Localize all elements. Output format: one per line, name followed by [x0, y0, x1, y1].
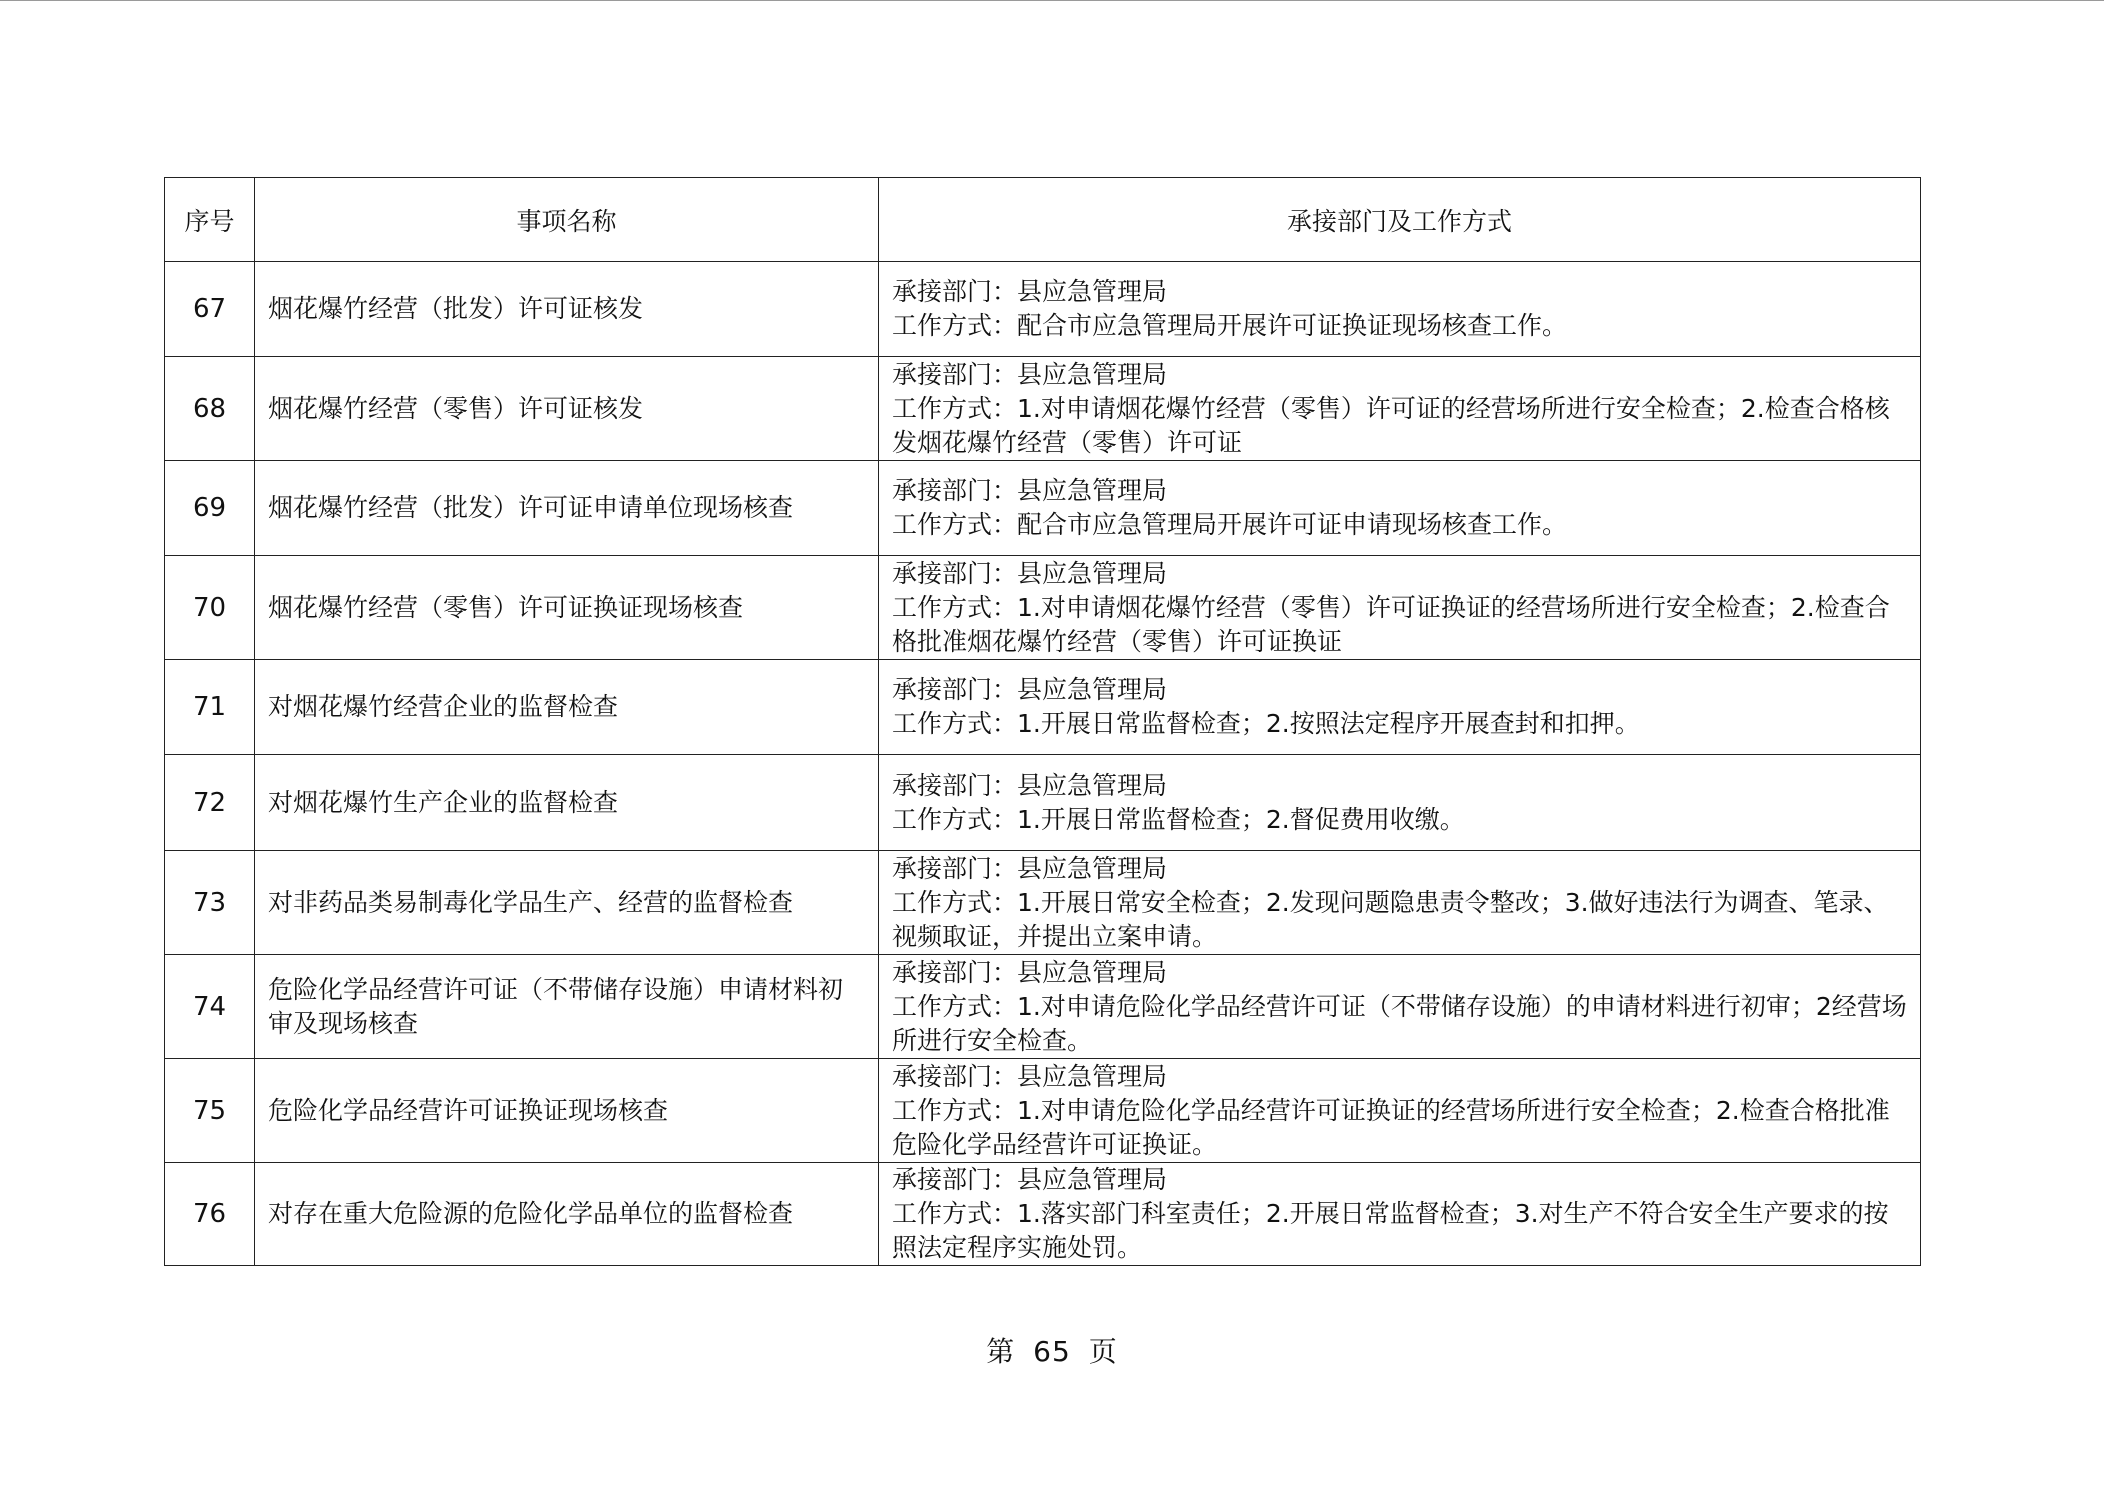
work-method-text: 工作方式：1.开展日常安全检查；2.发现问题隐患责令整改；3.做好违法行为调查、笔录、视频取证，并提出立案申请。 [892, 887, 1889, 951]
page-number: 65 [1033, 1335, 1071, 1368]
department-method-cell [879, 1163, 1921, 1266]
department-text: 承接部门：县应急管理局 [892, 1061, 1168, 1091]
table-row [165, 262, 1921, 357]
table-row [165, 556, 1921, 660]
department-text: 承接部门：县应急管理局 [892, 558, 1168, 588]
item-name: 对烟花爆竹经营企业的监督检查 [255, 660, 879, 755]
top-border-line [0, 0, 2104, 1]
table-row [165, 955, 1921, 1059]
table-row [165, 1163, 1921, 1266]
table-row [165, 755, 1921, 851]
table-header-row [165, 178, 1921, 262]
row-number: 71 [165, 660, 255, 755]
work-method-text: 工作方式：配合市应急管理局开展许可证换证现场核查工作。 [892, 311, 1568, 340]
table-row [165, 357, 1921, 461]
header-department-method: 承接部门及工作方式 [879, 178, 1921, 262]
department-method-cell [879, 556, 1921, 660]
department-text: 承接部门：县应急管理局 [892, 476, 1168, 505]
row-number: 69 [165, 461, 255, 556]
work-method-text: 工作方式：1.对申请烟花爆竹经营（零售）许可证的经营场所进行安全检查；2.检查合格核发烟花爆竹经营（零售）许可证 [892, 393, 1890, 457]
item-name: 烟花爆竹经营（批发）许可证申请单位现场核查 [255, 461, 879, 556]
work-method-text: 工作方式：1.对申请烟花爆竹经营（零售）许可证换证的经营场所进行安全检查；2.检查合格批准烟花爆竹经营（零售）许可证换证 [892, 592, 1890, 656]
department-text: 承接部门：县应急管理局 [892, 277, 1168, 306]
work-method-text: 工作方式：1.对申请危险化学品经营许可证换证的经营场所进行安全检查；2.检查合格批准危险化学品经营许可证换证。 [892, 1095, 1890, 1159]
department-text: 承接部门：县应急管理局 [892, 853, 1168, 883]
department-text: 承接部门：县应急管理局 [892, 770, 1168, 800]
work-method-text: 工作方式：1.开展日常监督检查；2.按照法定程序开展查封和扣押。 [892, 709, 1640, 738]
row-number: 68 [165, 357, 255, 461]
department-method-cell [879, 660, 1921, 755]
department-method-cell [879, 755, 1921, 851]
page-suffix: 页 [1088, 1335, 1118, 1368]
table-row [165, 851, 1921, 955]
item-name: 对烟花爆竹生产企业的监督检查 [255, 755, 879, 851]
department-method-cell [879, 262, 1921, 357]
department-method-cell [879, 955, 1921, 1059]
item-name: 烟花爆竹经营（批发）许可证核发 [255, 262, 879, 357]
work-method-text: 工作方式：1.对申请危险化学品经营许可证（不带储存设施）的申请材料进行初审；2经营场所进行安全检查。 [892, 991, 1907, 1055]
work-method-text: 工作方式：1.开展日常监督检查；2.督促费用收缴。 [892, 804, 1465, 834]
table-row [165, 660, 1921, 755]
item-name: 对存在重大危险源的危险化学品单位的监督检查 [255, 1163, 879, 1266]
page-prefix: 第 [986, 1335, 1016, 1368]
department-method-cell [879, 461, 1921, 556]
department-text: 承接部门：县应急管理局 [892, 957, 1168, 987]
header-item-name: 事项名称 [255, 178, 879, 262]
row-number: 73 [165, 851, 255, 955]
row-number: 74 [165, 955, 255, 1059]
table-row [165, 461, 1921, 556]
department-method-cell [879, 357, 1921, 461]
item-name: 烟花爆竹经营（零售）许可证换证现场核查 [255, 556, 879, 660]
item-name: 危险化学品经营许可证（不带储存设施）申请材料初审及现场核查 [255, 955, 879, 1059]
item-name: 对非药品类易制毒化学品生产、经营的监督检查 [255, 851, 879, 955]
department-text: 承接部门：县应急管理局 [892, 675, 1168, 704]
work-method-text: 工作方式：配合市应急管理局开展许可证申请现场核查工作。 [892, 510, 1568, 539]
item-name: 危险化学品经营许可证换证现场核查 [255, 1059, 879, 1163]
page-footer [0, 1330, 2104, 1370]
department-text: 承接部门：县应急管理局 [892, 359, 1168, 389]
row-number: 72 [165, 755, 255, 851]
department-method-cell [879, 1059, 1921, 1163]
table-row [165, 1059, 1921, 1163]
row-number: 67 [165, 262, 255, 357]
item-name: 烟花爆竹经营（零售）许可证核发 [255, 357, 879, 461]
row-number: 70 [165, 556, 255, 660]
row-number: 76 [165, 1163, 255, 1266]
department-method-cell [879, 851, 1921, 955]
department-text: 承接部门：县应急管理局 [892, 1165, 1168, 1194]
header-serial-number: 序号 [165, 178, 255, 262]
row-number: 75 [165, 1059, 255, 1163]
items-table [164, 177, 1921, 1266]
work-method-text: 工作方式：1.落实部门科室责任；2.开展日常监督检查；3.对生产不符合安全生产要求的按照法定程序实施处罚。 [892, 1199, 1889, 1262]
